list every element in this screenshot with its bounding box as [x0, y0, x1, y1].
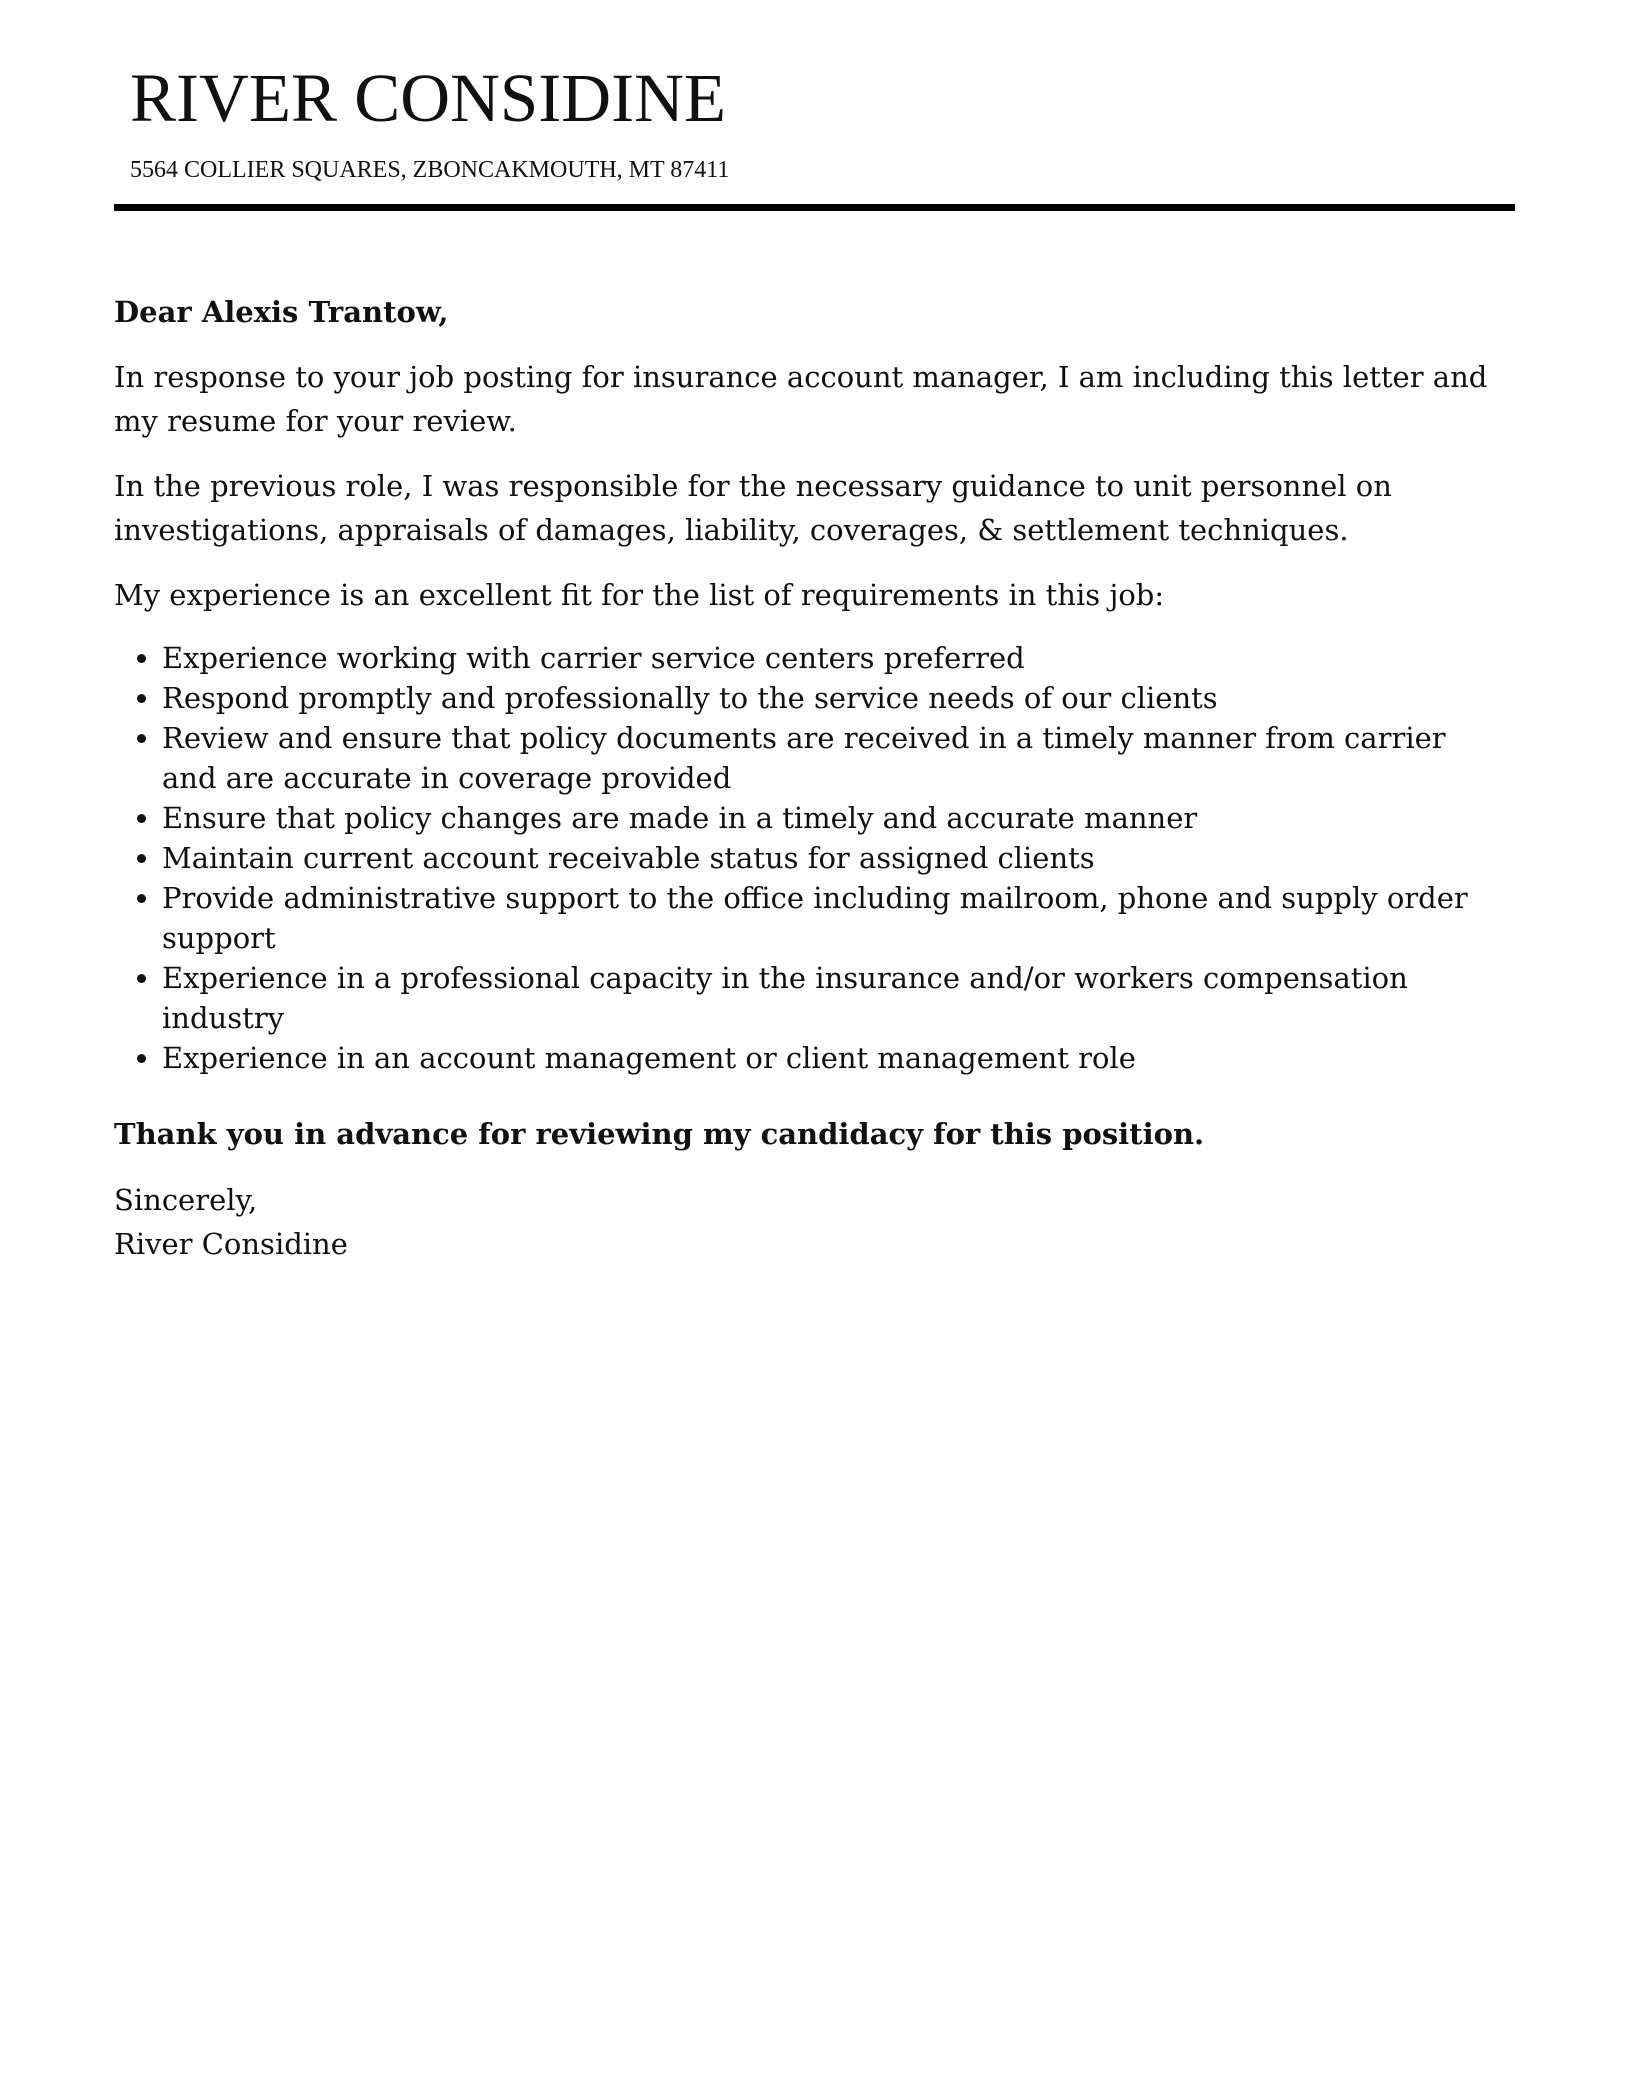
header-divider — [114, 204, 1515, 211]
intro-paragraph: In response to your job posting for insurance account manager, I am including this letter and my resume for your review. — [114, 360, 1488, 438]
letter-body — [114, 290, 1509, 1266]
applicant-name: RIVER CONSIDINE — [130, 60, 727, 136]
applicant-address: 5564 COLLIER SQUARES, ZBONCAKMOUTH, MT 87411 — [130, 157, 730, 183]
requirement-item: • Experience working with carrier service centers preferred — [162, 638, 1509, 678]
requirements-intro: My experience is an excellent fit for the list of requirements in this job: — [114, 578, 1165, 612]
letter-header — [130, 60, 1510, 183]
experience-paragraph: In the previous role, I was responsible for the necessary guidance to unit personnel on investigations, appraisals of damages, liability, coverages, & settlement techniques. — [114, 469, 1392, 547]
signature-name: River Considine — [114, 1227, 348, 1261]
requirements-list — [114, 638, 1509, 1078]
closing-sentence: Thank you in advance for reviewing my candidacy for this position. — [114, 1117, 1205, 1151]
salutation: Dear Alexis Trantow, — [114, 295, 449, 329]
requirement-item: • Ensure that policy changes are made in a timely and accurate manner — [162, 798, 1509, 838]
requirement-item: • Maintain current account receivable status for assigned clients — [162, 838, 1509, 878]
requirement-item: • Experience in a professional capacity in the insurance and/or workers compensation industry — [162, 958, 1509, 1038]
requirement-item: • Experience in an account management or client management role — [162, 1038, 1509, 1078]
signoff: Sincerely, — [114, 1183, 258, 1217]
requirement-item: • Review and ensure that policy documents are received in a timely manner from carrier and are accurate in coverage provided — [162, 718, 1509, 798]
requirement-item: • Respond promptly and professionally to the service needs of our clients — [162, 678, 1509, 718]
requirement-item: • Provide administrative support to the office including mailroom, phone and supply order support — [162, 878, 1509, 958]
